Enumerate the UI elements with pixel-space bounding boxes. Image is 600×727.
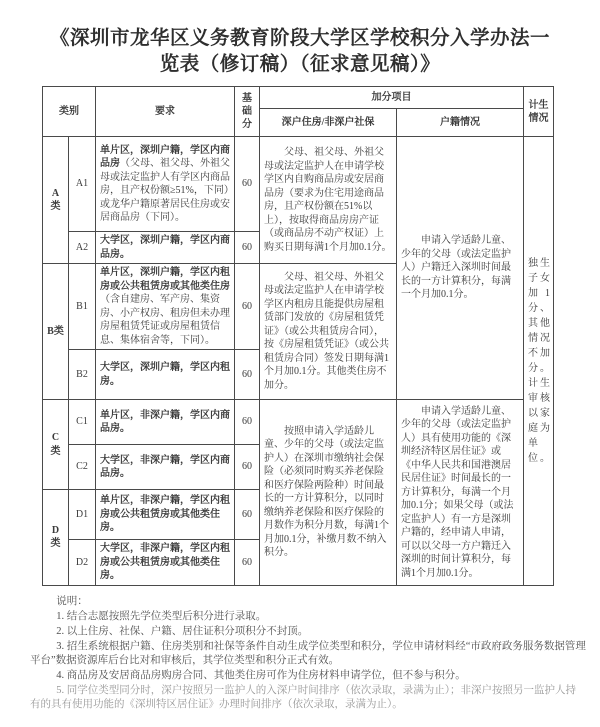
bonus-housing-cell-a: 父母、祖父母、外祖父母或法定监护人在申请学校学区内自购商品房或安居商品房（要求为住宅用途商品房，且产权份额在51%以上），按取得商品房房产证（或商品房不动产权证）上购买日期每满1个月加0.1分。 [260,137,397,264]
family-planning-label: 计生情况 [528,99,549,124]
household-cell-cd: 申请入学适龄儿童、少年的父母（或法定监护人）具有使用功能的《深圳经济特区居住证》或《中华人民共和国港澳居民居住证》时间最长的一方计算积分，每满一个月加0.1分；如果父母（或法定监护人）有一方是深圳户籍的，经申请人申请，可以以父母一方户籍迁入深圳的时间计算积分，每满1个月加0.1分。 [397,400,524,586]
requirement-cell-a1: 单片区，深圳户籍，学区内商品房（父母、祖父母、外祖父母或法定监护人有学区内商品房，且产权份额≥51%，下同）或龙华户籍原著居民住房或安居商品房（下同）。 [96,137,235,232]
code-cell-d2: D2 [69,540,96,586]
family-planning-cell: 独生子女加1分、其他情况不加分。计生审核以家庭为单位。 [524,137,554,586]
base-score-cell-a1: 60 [235,137,260,232]
note-item-5: 5. 同学位类型同分时，深户按照另一监护人的入深户时间排序（依次录取，录满为止）；非深户按照另一监护人持有的具有使用功能的《深圳特区居住证》办理时间排序（依次录取，录满为止）。 [30,684,576,710]
requirement-cell-c2: 大学区，非深户籍，学区内商品房。 [96,445,235,490]
category-cell-d: D类 [43,490,69,586]
bonus-housing-cell-b: 父母、祖父母、外祖父母或法定监护人在申请学校学区内租房且能提供房屋租赁部门发放的《房屋租赁凭证》（或公共租赁房合同），按《房屋租赁凭证》（或公共租赁房合同）签发日期每满1个月加0.1分。其他类住房不加分。 [260,264,397,400]
code-cell-a2: A2 [69,232,96,264]
code-cell-a1: A1 [69,137,96,232]
category-cell-b: B类 [43,264,69,400]
notes-section [30,595,586,712]
category-cell-c: C类 [43,400,69,490]
table-row-a1 [43,137,554,232]
household-cell-ab: 申请入学适龄儿童、少年的父母（或法定监护人）户籍迁入深圳时间最长的一方计算积分，每满一个月加0.1分。 [397,137,524,400]
code-cell-c1: C1 [69,400,96,445]
col-header-family-planning [524,87,554,137]
base-score-cell-d1: 60 [235,490,260,540]
document-title: 《深圳市龙华区义务教育阶段大学区学校积分入学办法一览表（修订稿）（征求意见稿）》 [50,28,551,75]
code-cell-d1: D1 [69,490,96,540]
code-cell-b2: B2 [69,350,96,400]
requirement-cell-d2: 大学区，非深户籍，学区内租房或公共租赁房或其他类住房。 [96,540,235,586]
requirement-cell-b2: 大学区，深圳户籍，学区内租房。 [96,350,235,400]
col-header-housing-social: 深户住房/非深户社保 [260,109,397,137]
col-header-requirement: 要求 [96,87,235,137]
note-item-3: 3. 招生系统根据户籍、住房类别和社保等条件自动生成学位类型和积分，学位申请材料经“市政府政务服务数据管理平台”数据资源库后台比对和审核后，其学位类型和积分正式有效。 [30,640,586,666]
code-cell-b1: B1 [69,264,96,350]
base-score-cell-c2: 60 [235,445,260,490]
code-cell-c2: C2 [69,445,96,490]
base-score-cell-b1: 60 [235,264,260,350]
base-score-label: 基础分 [242,93,252,130]
base-score-cell-c1: 60 [235,400,260,445]
bonus-social-cell-cd: 按照申请入学适龄儿童、少年的父母（或法定监护人）在深圳市缴纳社会保险（必须同时购买养老保险和医疗保险两险种）时间最长的一方计算积分，以同时缴纳养老保险和医疗保险的月数作为积分月数，每满1个月加0.1分，补缴月数不纳入积分。 [260,400,397,586]
requirement-cell-c1: 单片区，非深户籍，学区内商品房。 [96,400,235,445]
category-cell-a: A类 [43,137,69,264]
col-header-household: 户籍情况 [397,109,524,137]
col-header-category: 类别 [43,87,96,137]
col-header-base-score [235,87,260,137]
requirement-cell-a2: 大学区，深圳户籍，学区内商品房。 [96,232,235,264]
col-header-bonus-items: 加分项目 [260,87,524,109]
requirement-cell-b1: 单片区，深圳户籍，学区内租房或公共租赁房或其他类住房（含自建房、军产房、集资房、小产权房、租房但未办理房屋租赁凭证或房屋租赁信息、集体宿舍等，下同）。 [96,264,235,350]
base-score-cell-d2: 60 [235,540,260,586]
table-row-c1 [43,400,554,445]
requirement-cell-d1: 单片区，非深户籍，学区内租房或公共租赁房或其他类住房。 [96,490,235,540]
enrollment-points-table [42,86,554,586]
note-item-1: 1. 结合志愿按照先学位类型后积分进行录取。 [56,610,267,622]
notes-label: 说明： [56,595,88,607]
note-item-2: 2. 以上住房、社保、户籍、居住证积分项积分不封顶。 [56,625,309,637]
base-score-cell-b2: 60 [235,350,260,400]
header-row-1 [43,87,554,109]
note-item-4: 4. 商品房及安居商品房购房合同、其他类住房可作为住房材料申请学位，但不参与积分。 [56,669,466,681]
base-score-cell-a2: 60 [235,232,260,264]
